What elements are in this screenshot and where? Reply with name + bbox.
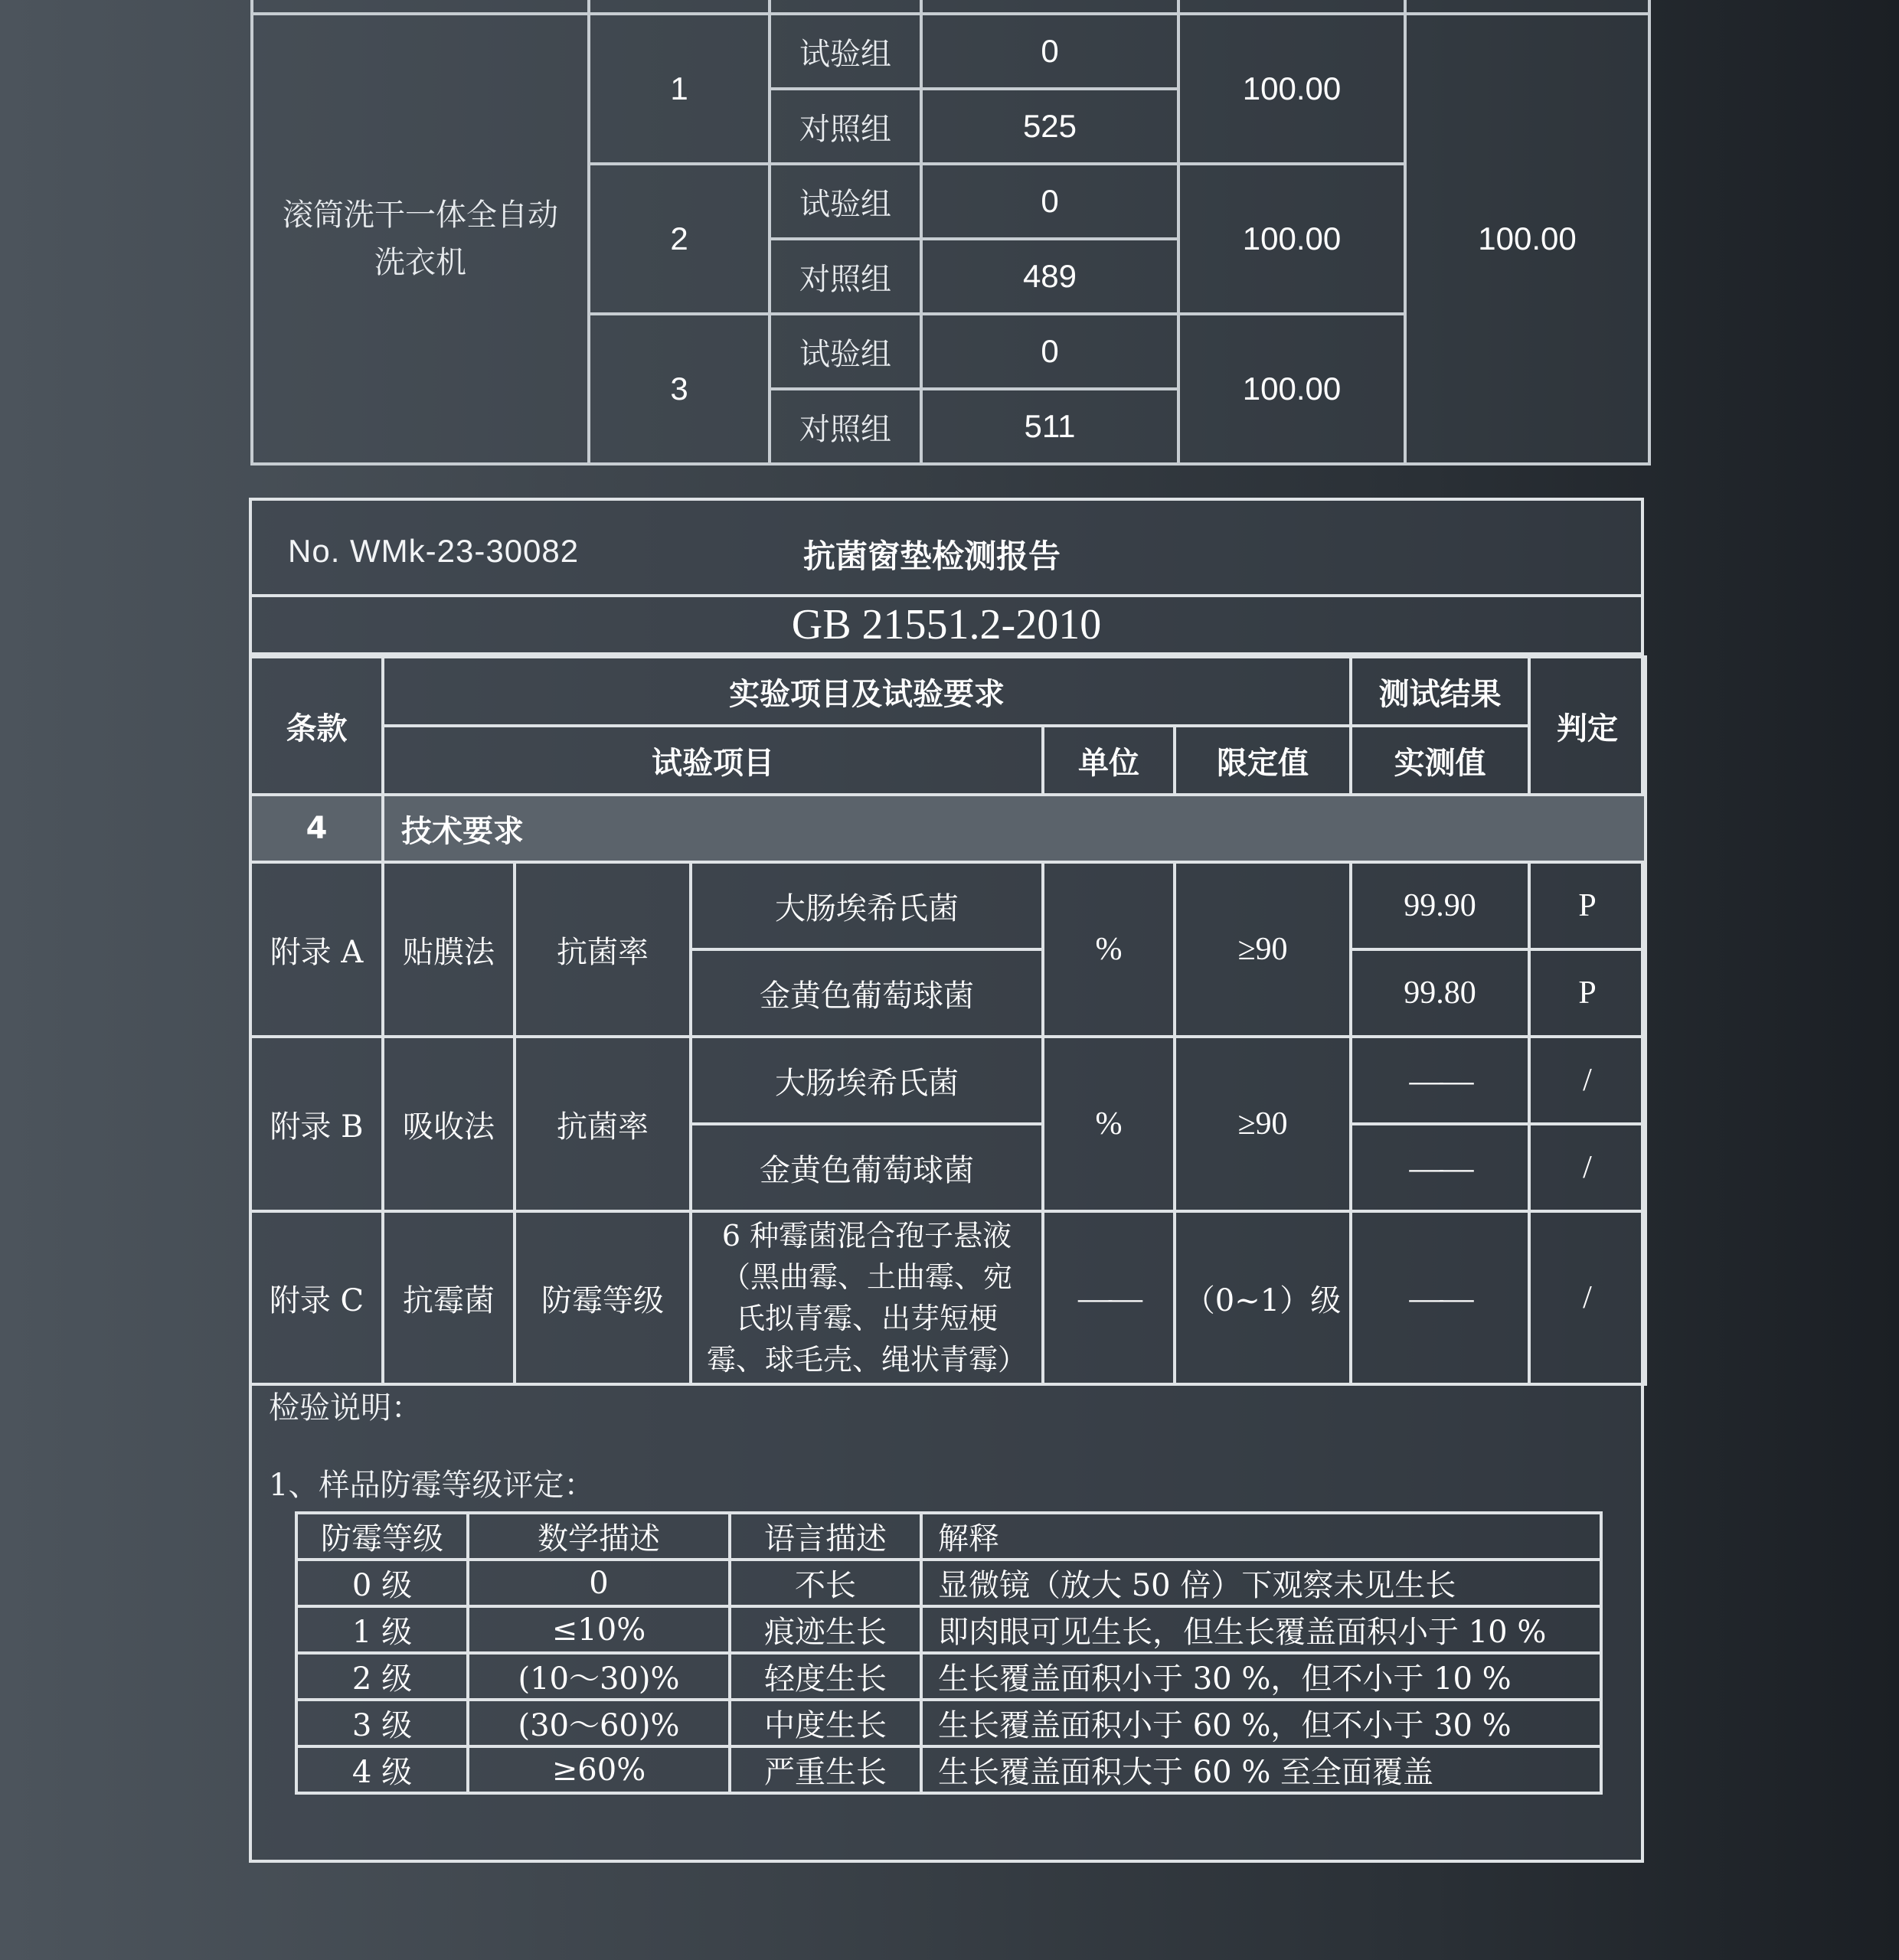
table-header-row xyxy=(250,657,1646,726)
grade-level: 0 级 xyxy=(296,1560,468,1606)
organism: 大肠埃希氏菌 xyxy=(691,1037,1043,1124)
measured-header: 实测值 xyxy=(1351,726,1529,795)
table-row xyxy=(296,1606,1601,1653)
appendix-name: 附录 B xyxy=(250,1037,383,1211)
test-group-value: 0 xyxy=(921,314,1178,389)
grade-language: 中度生长 xyxy=(730,1700,921,1746)
measured-value: —— xyxy=(1351,1037,1529,1124)
unit: —— xyxy=(1043,1211,1175,1384)
unit: % xyxy=(1043,862,1175,1037)
grade-level: 4 级 xyxy=(296,1746,468,1793)
grade-explanation: 即肉眼可见生长，但生长覆盖面积小于 10 % xyxy=(921,1606,1601,1653)
judgement-result: / xyxy=(1529,1124,1646,1211)
appendix-method: 抗霉菌 xyxy=(383,1211,515,1384)
table-row xyxy=(296,1746,1601,1793)
test-group-value: 0 xyxy=(921,14,1178,89)
test-report-panel xyxy=(249,498,1644,1863)
mold-grading-table xyxy=(295,1511,1603,1795)
grade-explanation: 生长覆盖面积大于 60 % 至全面覆盖 xyxy=(921,1746,1601,1793)
limit: ≥90 xyxy=(1175,1037,1351,1211)
section-number: 4 xyxy=(250,795,383,862)
appendix-method: 吸收法 xyxy=(383,1037,515,1211)
report-number: No. WMk-23-30082 xyxy=(288,533,580,569)
judgement-result: / xyxy=(1529,1037,1646,1124)
judgement-result: P xyxy=(1529,862,1646,949)
grade-explanation: 显微镜（放大 50 倍）下观察未见生长 xyxy=(921,1560,1601,1606)
unit-header: 单位 xyxy=(1043,726,1175,795)
grading-title: 1、样品防霉等级评定： xyxy=(269,1468,595,1503)
grading-header: 语言描述 xyxy=(730,1513,921,1560)
test-group-label: 试验组 xyxy=(770,314,921,389)
items-requirements-header: 实验项目及试验要求 xyxy=(383,657,1351,726)
sample-no: 1 xyxy=(589,14,770,164)
table-row xyxy=(296,1560,1601,1606)
table-row xyxy=(296,1700,1601,1746)
control-group-label: 对照组 xyxy=(770,89,921,164)
control-group-value: 489 xyxy=(921,239,1178,314)
grading-header: 防霉等级 xyxy=(296,1513,468,1560)
grade-math: (10～30)% xyxy=(468,1653,730,1700)
table-header-row xyxy=(296,1513,1601,1560)
limit: ≥90 xyxy=(1175,862,1351,1037)
grade-math: 0 xyxy=(468,1560,730,1606)
notes-title: 检验说明： xyxy=(269,1390,422,1426)
limit-header: 限定值 xyxy=(1175,726,1351,795)
organism: 金黄色葡萄球菌 xyxy=(691,1124,1043,1211)
grade-language: 不长 xyxy=(730,1560,921,1606)
judgement-header: 判定 xyxy=(1529,657,1646,795)
control-group-value: 511 xyxy=(921,389,1178,464)
report-standard: GB 21551.2-2010 xyxy=(252,597,1641,655)
table-row xyxy=(252,14,1649,89)
table-header-row xyxy=(250,726,1646,795)
appendix-metric: 防霉等级 xyxy=(515,1211,691,1384)
product-name: 滚筒洗干一体全自动 洗衣机 xyxy=(252,14,589,464)
test-item-header: 试验项目 xyxy=(383,726,1043,795)
control-group-label: 对照组 xyxy=(770,389,921,464)
report-header xyxy=(252,501,1641,597)
judgement-result: P xyxy=(1529,949,1646,1037)
judgement-result: / xyxy=(1529,1211,1646,1384)
appendix-name: 附录 A xyxy=(250,862,383,1037)
grade-language: 痕迹生长 xyxy=(730,1606,921,1653)
grade-level: 1 级 xyxy=(296,1606,468,1653)
unit: % xyxy=(1043,1037,1175,1211)
measured-value: —— xyxy=(1351,1124,1529,1211)
grade-language: 轻度生长 xyxy=(730,1653,921,1700)
sample-rate: 100.00 xyxy=(1178,14,1405,164)
overall-rate: 100.00 xyxy=(1405,14,1649,464)
table-header-row xyxy=(252,0,1649,14)
grade-math: (30～60)% xyxy=(468,1700,730,1746)
control-group-value: 525 xyxy=(921,89,1178,164)
measured-value: 99.80 xyxy=(1351,949,1529,1037)
section-title: 技术要求 xyxy=(383,795,1646,862)
appendix-method: 贴膜法 xyxy=(383,862,515,1037)
clause-header: 条款 xyxy=(250,657,383,795)
report-title: 抗菌窗垫检测报告 xyxy=(803,537,1061,575)
grade-language: 严重生长 xyxy=(730,1746,921,1793)
mold-suspension: 6 种霉菌混合孢子悬液 （黑曲霉、土曲霉、宛 氏拟青霉、出芽短梗 霉、球毛壳、绳状青霉） xyxy=(691,1211,1043,1384)
test-result-header: 测试结果 xyxy=(1351,657,1529,726)
report-table xyxy=(249,655,1647,1386)
sample-no: 2 xyxy=(589,164,770,314)
appendix-metric: 抗菌率 xyxy=(515,862,691,1037)
sample-rate: 100.00 xyxy=(1178,164,1405,314)
grading-header: 解释 xyxy=(921,1513,1601,1560)
organism: 金黄色葡萄球菌 xyxy=(691,949,1043,1037)
table-row xyxy=(296,1653,1601,1700)
test-group-label: 试验组 xyxy=(770,14,921,89)
antibacterial-result-table xyxy=(250,0,1651,466)
organism: 大肠埃希氏菌 xyxy=(691,862,1043,949)
appendix-metric: 抗菌率 xyxy=(515,1037,691,1211)
grade-level: 2 级 xyxy=(296,1653,468,1700)
grade-math: ≥60% xyxy=(468,1746,730,1793)
test-group-label: 试验组 xyxy=(770,164,921,239)
measured-value: —— xyxy=(1351,1211,1529,1384)
limit: （0~1）级 xyxy=(1175,1211,1351,1384)
grade-explanation: 生长覆盖面积小于 30 %，但不小于 10 % xyxy=(921,1653,1601,1700)
appendix-name: 附录 C xyxy=(250,1211,383,1384)
table-row xyxy=(250,862,1646,949)
sample-rate: 100.00 xyxy=(1178,314,1405,464)
sample-no: 3 xyxy=(589,314,770,464)
grade-explanation: 生长覆盖面积小于 60 %，但不小于 30 % xyxy=(921,1700,1601,1746)
grading-header: 数学描述 xyxy=(468,1513,730,1560)
test-group-value: 0 xyxy=(921,164,1178,239)
control-group-label: 对照组 xyxy=(770,239,921,314)
table-row xyxy=(250,1037,1646,1124)
grade-level: 3 级 xyxy=(296,1700,468,1746)
table-row xyxy=(250,1211,1646,1384)
section-row xyxy=(250,795,1646,862)
grade-math: ≤10% xyxy=(468,1606,730,1653)
measured-value: 99.90 xyxy=(1351,862,1529,949)
